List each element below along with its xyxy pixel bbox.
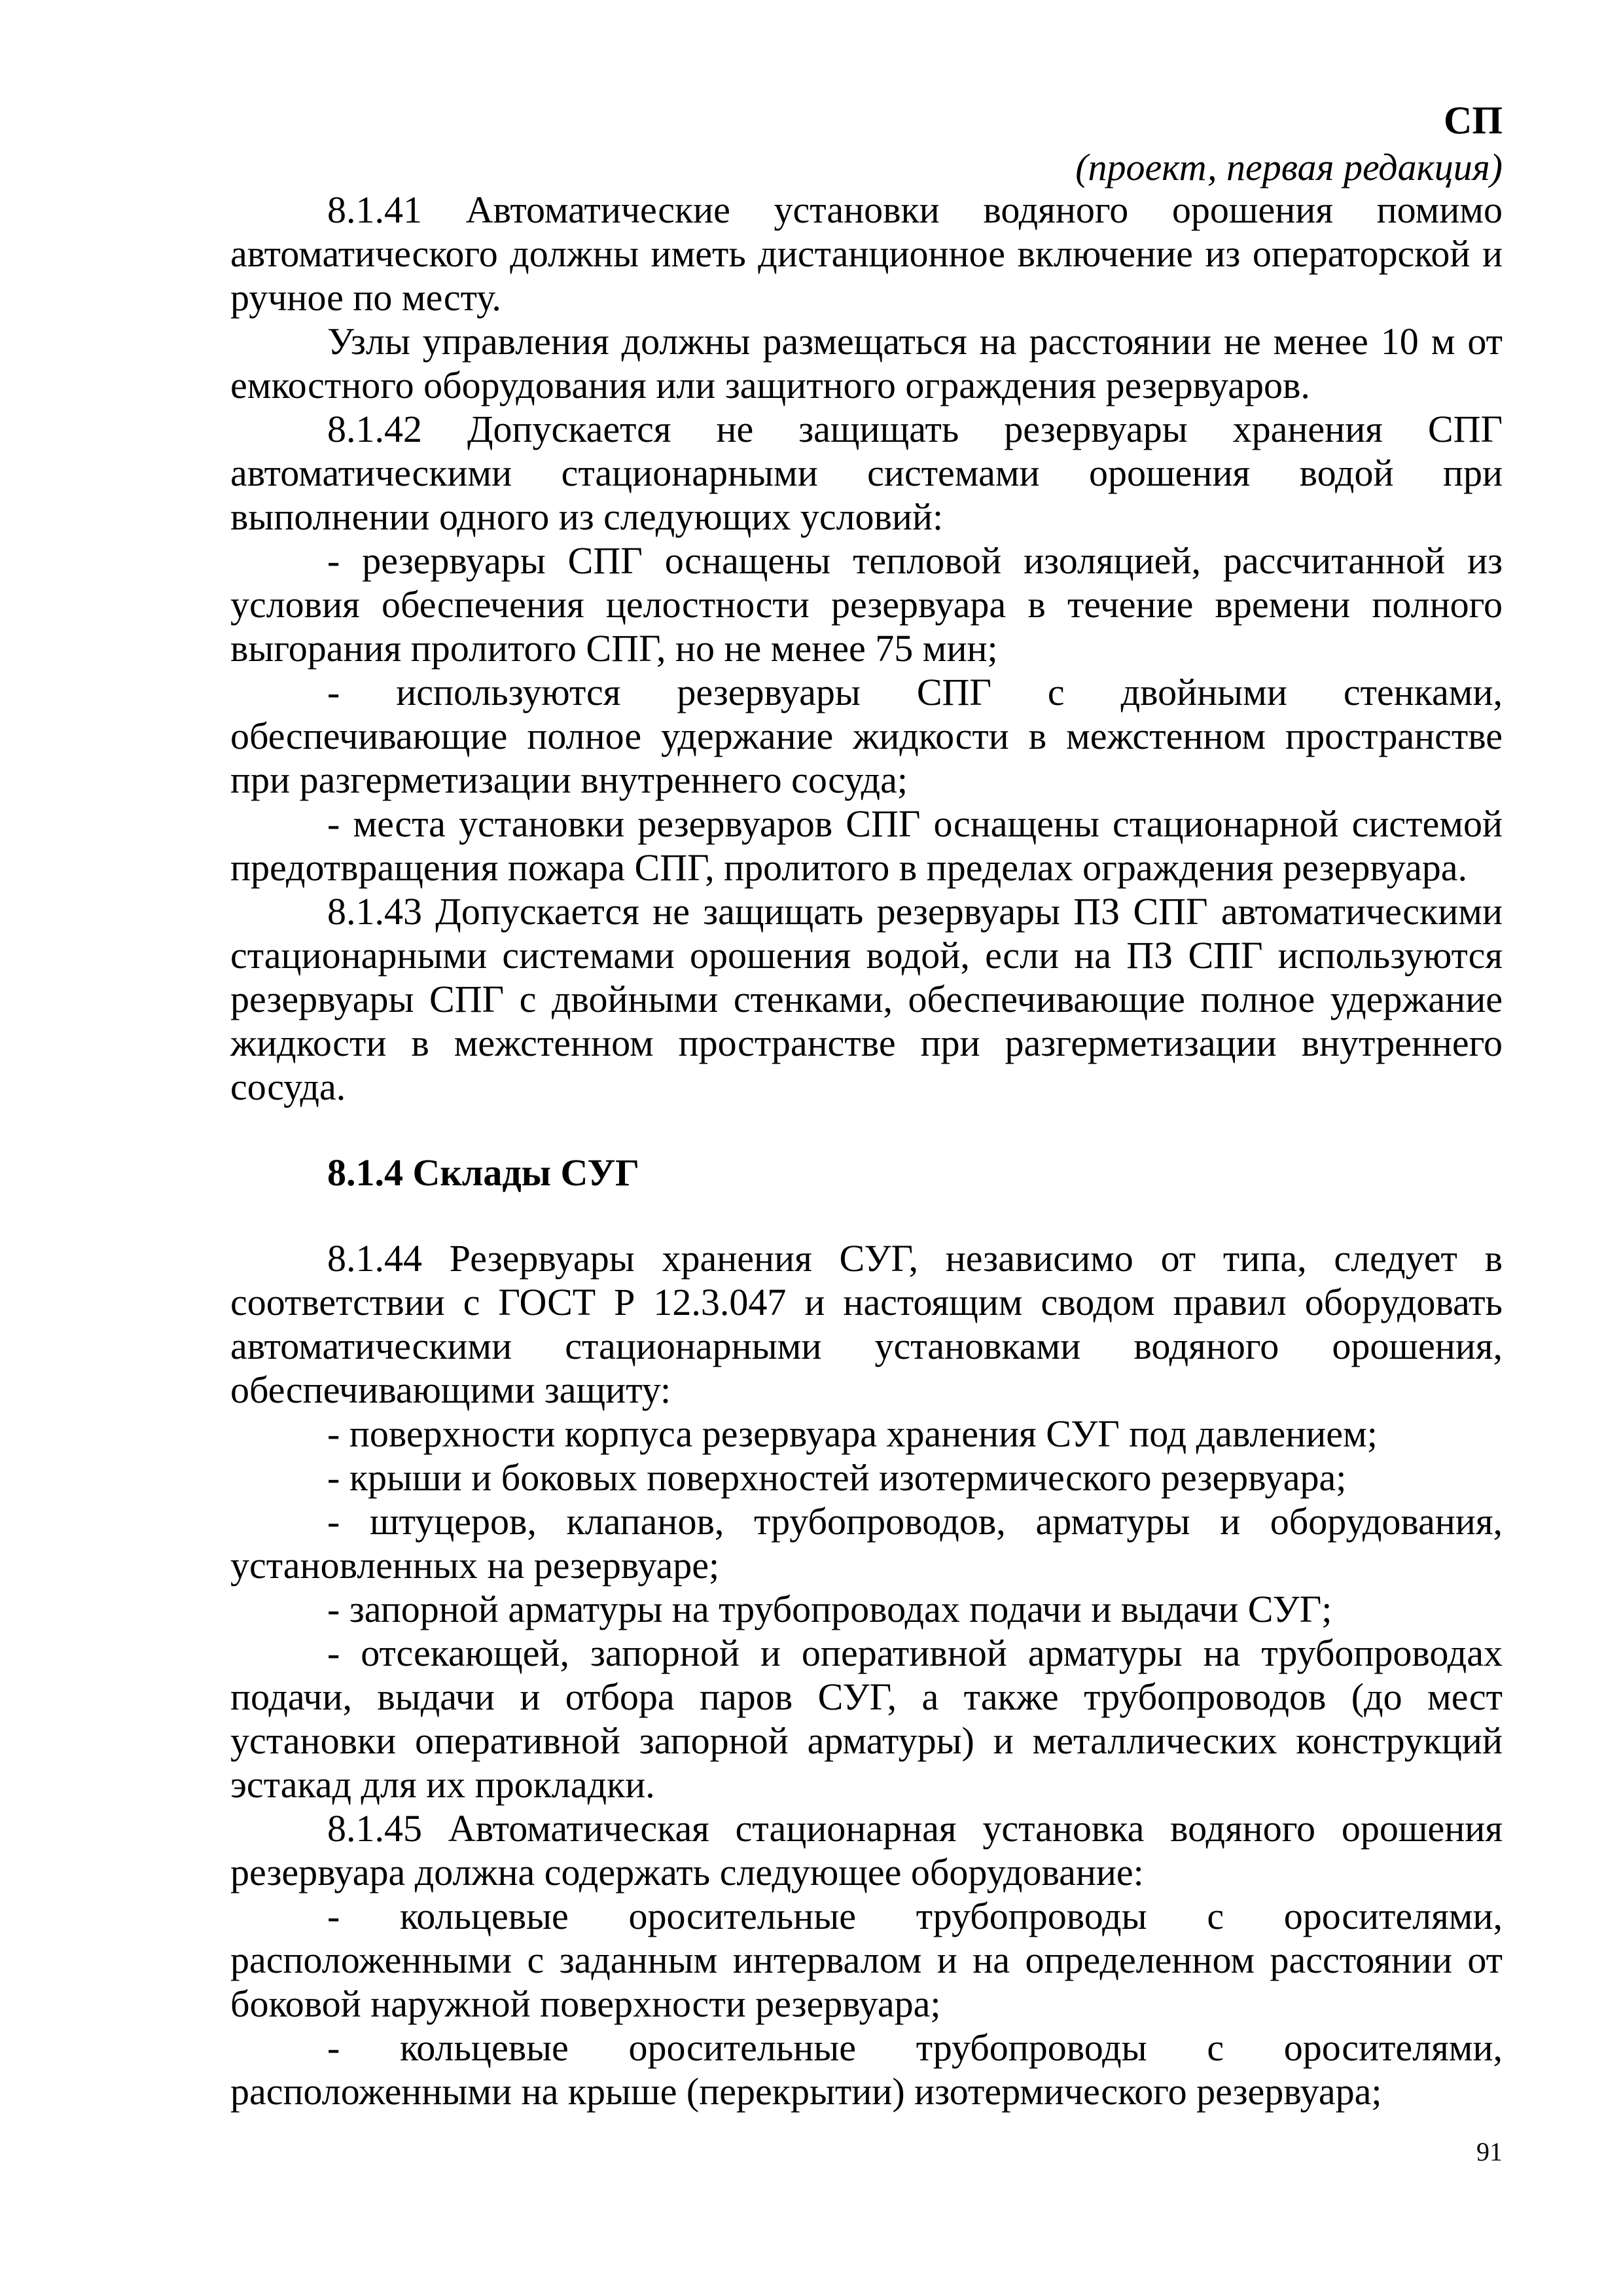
page-header xyxy=(230,96,1503,190)
clause-8-1-43: 8.1.43 Допускается не защищать резервуары ПЗ СПГ автоматическими стационарными системами орошения водой, если на ПЗ СПГ используются резервуары СПГ с двойными стенками, обеспечивающие полное удержание жидкости в межстенном пространстве при разгерметизации внутреннего сосуда. xyxy=(230,890,1503,1108)
list-item: - места установки резервуаров СПГ оснащены стационарной системой предотвращения пожара СПГ, пролитого в пределах ограждения резервуара. xyxy=(230,802,1503,889)
list-item: - резервуары СПГ оснащены тепловой изоляцией, рассчитанной из условия обеспечения целостности резервуара в течение времени полного выгорания пролитого СПГ, но не менее 75 мин; xyxy=(230,539,1503,670)
list-item: - кольцевые оросительные трубопроводы с оросителями, расположенными на крыше (перекрытии) изотермического резервуара; xyxy=(230,2026,1503,2113)
document-code: СП xyxy=(1444,99,1503,142)
list-item: - отсекающей, запорной и оперативной арматуры на трубопроводах подачи, выдачи и отбора паров СУГ, а также трубопроводов (до мест установки оперативной запорной арматуры) и металлических конструкций эстакад для их прокладки. xyxy=(230,1632,1503,1806)
clause-8-1-42: 8.1.42 Допускается не защищать резервуары хранения СПГ автоматическими стационарными системами орошения водой при выполнении одного из следующих условий: xyxy=(230,408,1503,538)
list-item: - поверхности корпуса резервуара хранения СУГ под давлением; xyxy=(327,1412,1378,1455)
clause-8-1-44: 8.1.44 Резервуары хранения СУГ, независимо от типа, следует в соответствии с ГОСТ Р 12.3.047 и настоящим сводом правил оборудовать автоматическими стационарными установками водяного орошения, обеспечивающими защиту: xyxy=(230,1237,1503,1411)
clause-8-1-45: 8.1.45 Автоматическая стационарная установка водяного орошения резервуара должна содержать следующее оборудование: xyxy=(230,1807,1503,1893)
page-number: 91 xyxy=(1476,2137,1503,2166)
paragraph-control-units: Узлы управления должны размещаться на расстоянии не менее 10 м от емкостного оборудования или защитного ограждения резервуаров. xyxy=(230,320,1503,406)
list-item: - запорной арматуры на трубопроводах подачи и выдачи СУГ; xyxy=(327,1588,1332,1630)
list-item: - используются резервуары СПГ с двойными стенками, обеспечивающие полное удержание жидкости в межстенном пространстве при разгерметизации внутреннего сосуда; xyxy=(230,671,1503,801)
document-body xyxy=(230,188,1503,2113)
list-item: - кольцевые оросительные трубопроводы с оросителями, расположенными с заданным интервалом и на определенном расстоянии от боковой наружной поверхности резервуара; xyxy=(230,1895,1503,2025)
clause-8-1-41: 8.1.41 Автоматические установки водяного орошения помимо автоматического должны иметь дистанционное включение из операторской и ручное по месту. xyxy=(230,188,1503,319)
list-item: - крыши и боковых поверхностей изотермического резервуара; xyxy=(327,1456,1347,1499)
list-item: - штуцеров, клапанов, трубопроводов, арматуры и оборудования, установленных на резервуаре; xyxy=(230,1500,1503,1587)
section-heading: 8.1.4 Склады СУГ xyxy=(327,1151,640,1194)
document-status: (проект, первая редакция) xyxy=(1075,146,1503,188)
